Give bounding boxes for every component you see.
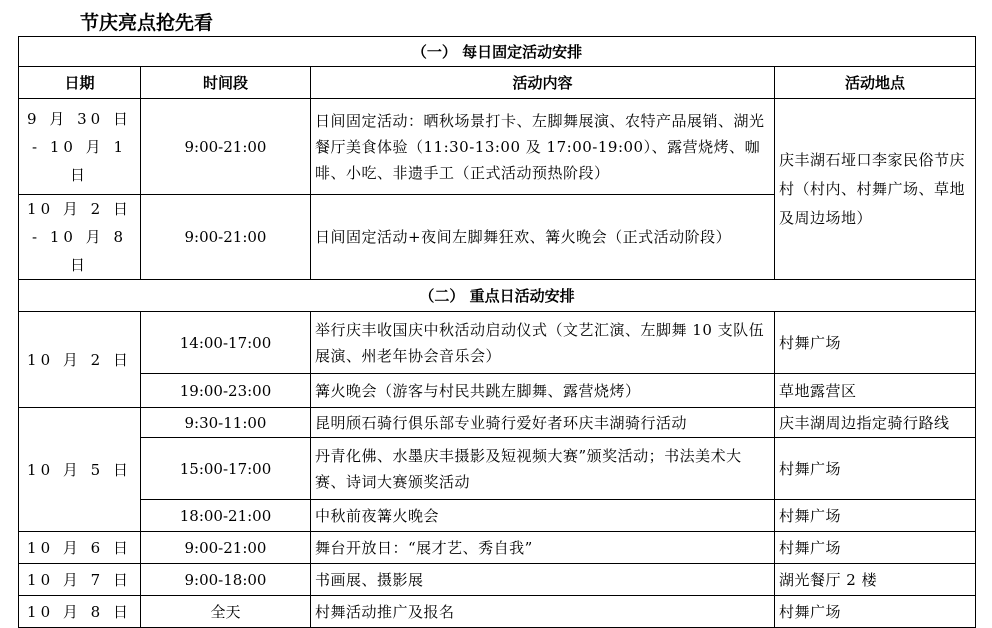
table-row (19, 374, 976, 408)
location-cell: 村舞广场 (775, 500, 976, 532)
location-cell: 村舞广场 (775, 596, 976, 628)
table-row (19, 408, 976, 438)
content-cell: 篝火晚会（游客与村民共跳左脚舞、露营烧烤） (311, 374, 775, 408)
date-cell: 10 月 8 日 (19, 596, 141, 628)
time-cell: 9:00-21:00 (141, 99, 311, 195)
date-cell: 9 月 30 日 - 10 月 1 日 (19, 99, 141, 195)
schedule-table (18, 36, 976, 628)
section-daily-title: （一） 每日固定活动安排 (19, 37, 976, 67)
content-cell: 村舞活动推广及报名 (311, 596, 775, 628)
content-cell: 举行庆丰收国庆中秋活动启动仪式（文艺汇演、左脚舞 10 支队伍展演、州老年协会音乐会） (311, 312, 775, 374)
table-row (19, 312, 976, 374)
table-row (19, 596, 976, 628)
time-cell: 14:00-17:00 (141, 312, 311, 374)
time-cell: 9:00-21:00 (141, 195, 311, 280)
time-cell: 全天 (141, 596, 311, 628)
date-cell: 10 月 5 日 (19, 408, 141, 532)
time-cell: 19:00-23:00 (141, 374, 311, 408)
date-cell: 10 月 2 日 - 10 月 8 日 (19, 195, 141, 280)
content-cell: 日间固定活动：晒秋场景打卡、左脚舞展演、农特产品展销、湖光餐厅美食体验（11:30-13:00 及 17:00-19:00）、露营烧烤、咖啡、小吃、非遗手工（正式活动预热阶段） (311, 99, 775, 195)
location-cell: 庆丰湖周边指定骑行路线 (775, 408, 976, 438)
date-cell: 10 月 7 日 (19, 564, 141, 596)
content-cell: 书画展、摄影展 (311, 564, 775, 596)
table-row (19, 500, 976, 532)
content-cell: 昆明颀石骑行俱乐部专业骑行爱好者环庆丰湖骑行活动 (311, 408, 775, 438)
header-location: 活动地点 (775, 67, 976, 99)
header-date: 日期 (19, 67, 141, 99)
location-cell: 湖光餐厅 2 楼 (775, 564, 976, 596)
header-time: 时间段 (141, 67, 311, 99)
table-row (19, 99, 976, 195)
location-cell: 村舞广场 (775, 438, 976, 500)
content-cell: 舞台开放日：“展才艺、秀自我” (311, 532, 775, 564)
date-cell: 10 月 6 日 (19, 532, 141, 564)
time-cell: 9:00-21:00 (141, 532, 311, 564)
date-cell: 10 月 2 日 (19, 312, 141, 408)
content-cell: 丹青化佛、水墨庆丰摄影及短视频大赛”颁奖活动；书法美术大赛、诗词大赛颁奖活动 (311, 438, 775, 500)
location-cell: 庆丰湖石垭口李家民俗节庆村（村内、村舞广场、草地及周边场地） (775, 99, 976, 280)
header-content: 活动内容 (311, 67, 775, 99)
time-cell: 9:00-18:00 (141, 564, 311, 596)
location-cell: 村舞广场 (775, 532, 976, 564)
time-cell: 18:00-21:00 (141, 500, 311, 532)
content-cell: 中秋前夜篝火晚会 (311, 500, 775, 532)
content-cell: 日间固定活动+夜间左脚舞狂欢、篝火晚会（正式活动阶段） (311, 195, 775, 280)
time-cell: 15:00-17:00 (141, 438, 311, 500)
location-cell: 村舞广场 (775, 312, 976, 374)
time-cell: 9:30-11:00 (141, 408, 311, 438)
section-key-title: （二） 重点日活动安排 (19, 280, 976, 312)
location-cell: 草地露营区 (775, 374, 976, 408)
page-title: 节庆亮点抢先看 (80, 12, 214, 34)
table-row (19, 438, 976, 500)
table-row (19, 564, 976, 596)
table-row (19, 532, 976, 564)
